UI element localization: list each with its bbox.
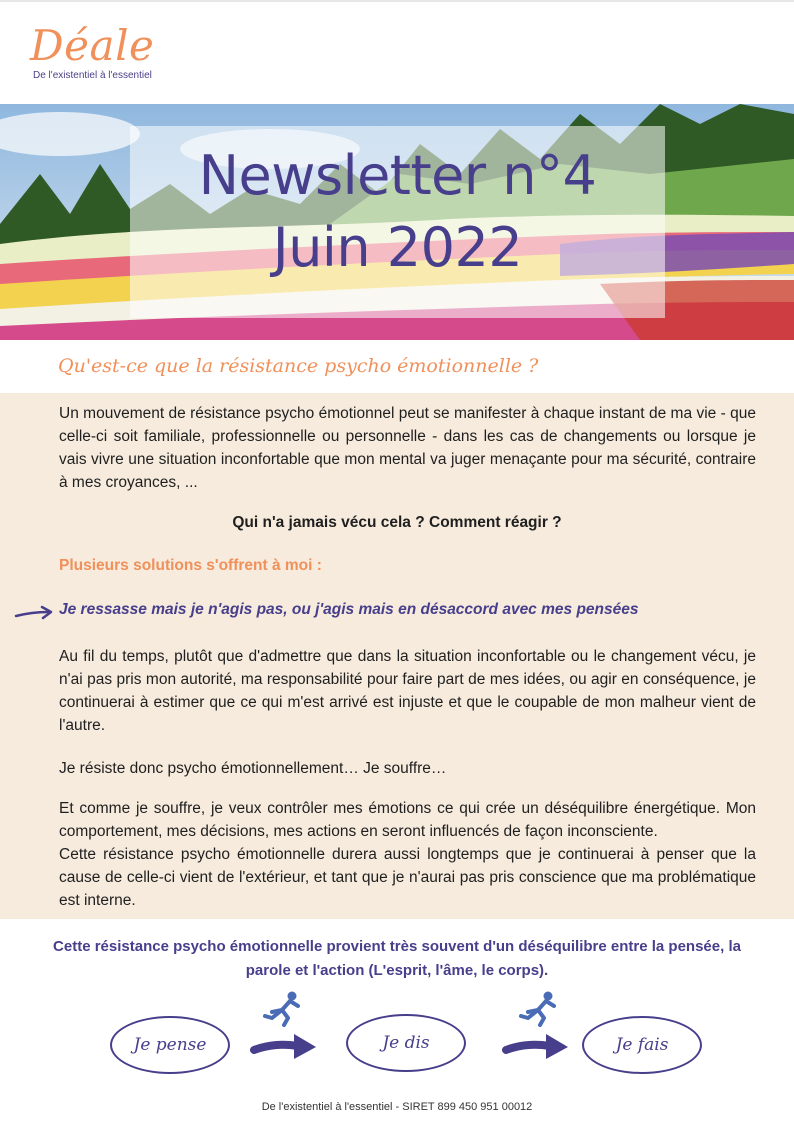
newsletter-number: Newsletter n°4 (198, 144, 597, 207)
arrow-right-icon (14, 604, 56, 622)
section-title: Qu'est-ce que la résistance psycho émotionnelle ? (58, 355, 539, 377)
solutions-heading: Plusieurs solutions s'offrent à moi : (59, 557, 322, 574)
runner-icon (518, 990, 562, 1028)
runner-icon (262, 990, 306, 1028)
hero-banner (0, 104, 794, 340)
paragraph-explanation: Au fil du temps, plutôt que d'admettre que dans la situation inconfortable ou le changement vécu, je n'ai pas pris mon autorité, ma responsabilité pour faire part de mes idées, ou agir en conséquence, je continuerai à estimer que ce qui m'est arrivé est injuste et que le coupable de mon malheur vient de l'autre. (59, 648, 756, 734)
paragraph-control: Et comme je souffre, je veux contrôler mes émotions ce qui crée un déséquilibre énergétique. Mon comportement, mes décisions, mes actions en seront influencés de façon inconsciente. (59, 800, 756, 840)
footer-text: De l'existentiel à l'essentiel - SIRET 899 450 951 00012 (261, 1101, 533, 1113)
point-heading: Je ressasse mais je n'agis pas, ou j'agis mais en désaccord avec mes pensées (59, 601, 639, 618)
curved-arrow-icon (250, 1030, 320, 1062)
highlight-quote: Cette résistance psycho émotionnelle provient très souvent d'un déséquilibre entre la pensée, la parole et l'action (L'esprit, l'âme, le corps). (53, 938, 741, 979)
top-divider (0, 0, 794, 2)
hero-title-box (130, 126, 665, 318)
brand-name: Déale (30, 21, 155, 70)
brand-logo (30, 22, 154, 81)
question-heading: Qui n'a jamais vécu cela ? Comment réagir ? (232, 514, 562, 531)
paragraph-duration: Cette résistance psycho émotionnelle durera aussi longtemps que je continuerai à penser que la cause de celle-ci vient de l'extérieur, et tant que je n'aurai pas pris conscience que ma problématique est interne. (59, 846, 756, 909)
step-say: Je dis (346, 1014, 466, 1072)
newsletter-date: Juin 2022 (272, 216, 523, 279)
brand-tagline: De l'existentiel à l'essentiel (33, 70, 152, 81)
step-do: Je fais (582, 1016, 702, 1074)
step-think: Je pense (110, 1016, 230, 1074)
curved-arrow-icon (502, 1030, 572, 1062)
paragraph-intro: Un mouvement de résistance psycho émotionnel peut se manifester à chaque instant de ma vie - que celle-ci soit familiale, professionnelle ou personnelle - dans les cas de changements ou lorsque je vais vivre une situation inconfortable que mon mental va juger menaçante pour ma sécurité, contraire à mes croyances, ... (59, 405, 756, 491)
paragraph-resist: Je résiste donc psycho émotionnellement… Je souffre… (59, 760, 447, 777)
